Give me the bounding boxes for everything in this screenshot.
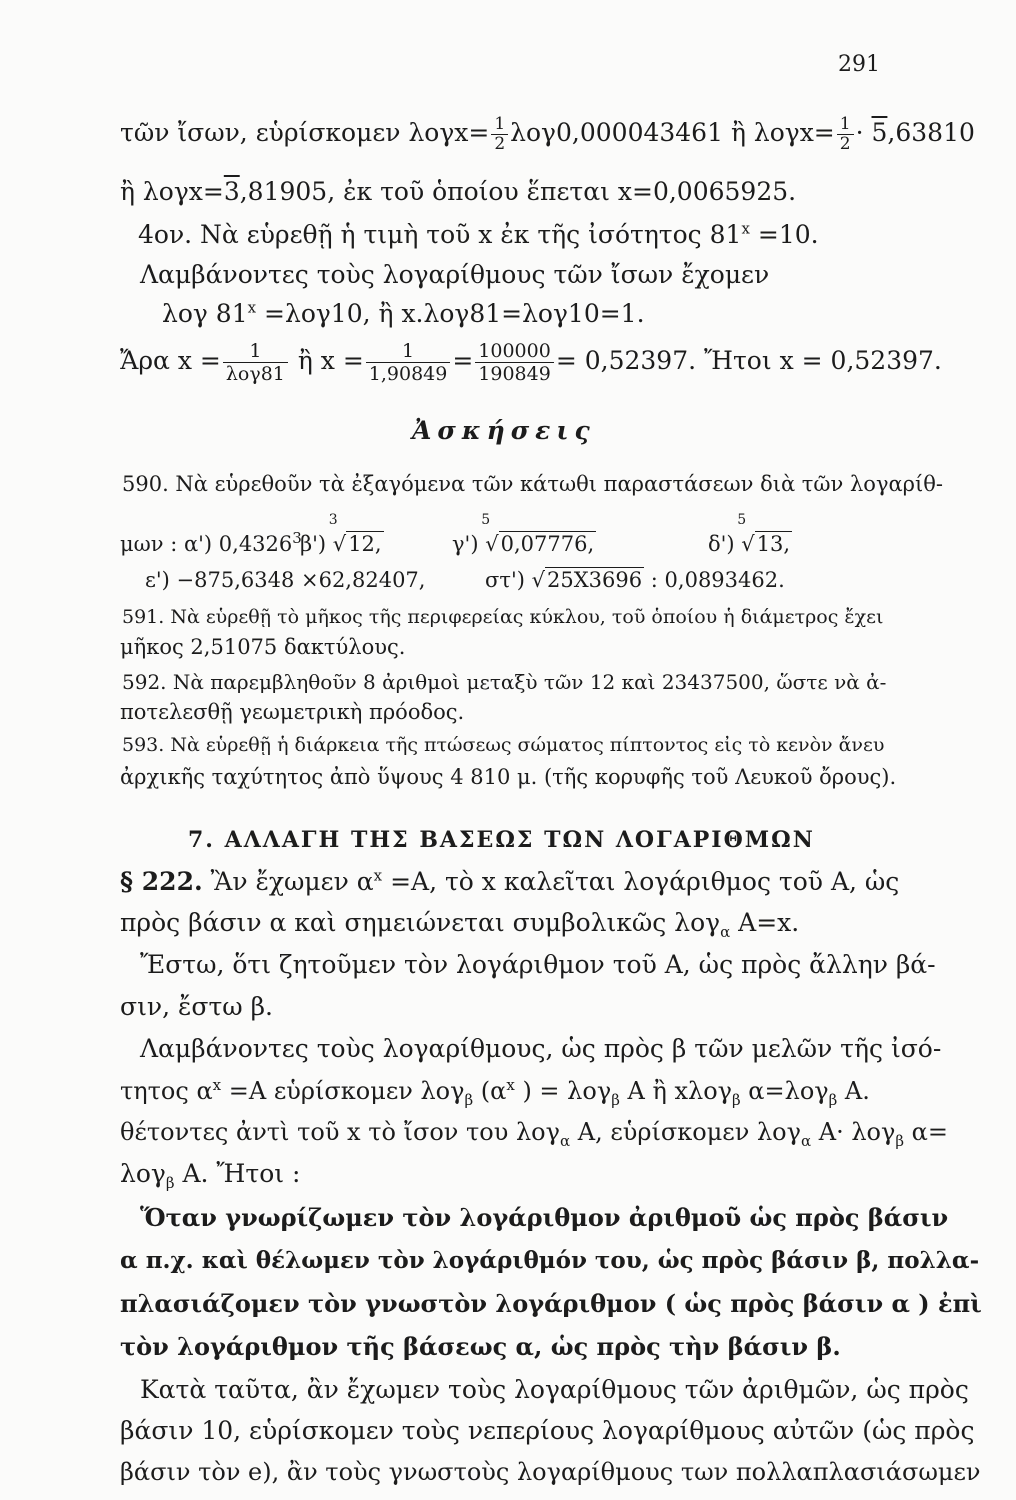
section-heading: 7. ΑΛΛΑΓΗ ΤΗΣ ΒΑΣΕΩΣ ΤΩΝ ΛΟΓΑΡΙΘΜΩΝ	[188, 827, 815, 853]
fraction: $\frac{1}{2}$	[491, 115, 508, 154]
rule-line-2: α π.χ. καὶ θέλωμεν τὸν λογάριθμόν του, ὡς πρὸς βάσιν β, πολλα-	[120, 1247, 980, 1274]
intro-text: τῶν ἴσων, εὑρίσκομεν λογx=	[120, 118, 490, 147]
rule-line-4: τὸν λογάριθμον τῆς βάσεως α, ὡς πρὸς τὴν βάσιν β.	[120, 1332, 841, 1361]
exercise-591-line-2: μῆκος 2,51075 δακτύλους.	[120, 635, 406, 659]
section-p6: τητος $\alpha^x =A$ εὑρίσκομεν λογ$_\beta$ ($\alpha^x$ ) = λογ$_\beta$ Α ἢ xλογ$_\beta$ α=λογ$_\beta$ Α.	[120, 1076, 870, 1109]
exercise-592-line-2: ποτελεσθῇ γεωμετρικὴ πρόοδος.	[120, 700, 465, 724]
fraction: $\frac{1}{1,90849}$	[366, 340, 451, 385]
exercise-590-gamma: γ') √ 5 0,07776,	[452, 512, 595, 556]
section-p2: πρὸς βάσιν α καὶ σημειώνεται συμβολικῶς λογ$_\alpha$ Α=x.	[120, 908, 800, 941]
exercise-590-delta: δ') √ 5 13,	[708, 512, 791, 556]
exercise-593-line-2: ἀρχικῆς ταχύτητος ἀπὸ ὕψους 4 810 μ. (τῆς κορυφῆς τοῦ Λευκοῦ ὄρους).	[120, 765, 897, 789]
section-p7: θέτοντες ἀντὶ τοῦ x τὸ ἴσον του λογ$_\alpha$ Α, εὑρίσκομεν λογ$_\alpha$ Α· λογ$_\beta$ α=	[120, 1118, 948, 1150]
intro-line-2: ἢ λογx=3,81905, ἐκ τοῦ ὁποίου ἕπεται x=0,0065925.	[120, 177, 797, 206]
fraction: $\frac{100000}{190849}$	[475, 340, 554, 385]
rule-line-1: Ὅταν γνωρίζωμεν τὸν λογάριθμον ἀριθμοῦ ὡς πρὸς βάσιν	[140, 1203, 949, 1232]
section-p9: Κατὰ ταῦτα, ἂν ἔχωμεν τοὺς λογαρίθμους τῶν ἀριθμῶν, ὡς πρὸς	[140, 1375, 969, 1404]
intro-line-5: λογ $81^x =\lambda o\gamma 10$, ἢ x.λογ81=λογ10=1.	[162, 298, 645, 328]
section-p3: Ἔστω, ὅτι ζητοῦμεν τὸν λογάριθμον τοῦ Α, ὡς πρὸς ἄλλην βά-	[140, 950, 936, 979]
exercise-592-line-1: 592. Νὰ παρεμβληθοῦν 8 ἀριθμοὶ μεταξὺ τῶν 12 καὶ 23437500, ὥστε νὰ ἀ-	[122, 670, 887, 694]
exercise-590-beta: β') √ 3 12,	[300, 512, 382, 556]
exercise-591-line-1: 591. Νὰ εὑρεθῇ τὸ μῆκος τῆς περιφερείας κύκλου, τοῦ ὁποίου ἡ διάμετρος ἔχει	[122, 606, 884, 628]
exercise-590-st: στ') √25X3696 : 0,0893462.	[485, 568, 785, 592]
section-p4: σιν, ἔστω β.	[120, 992, 274, 1021]
section-p10: βάσιν 10, εὑρίσκομεν τοὺς νεπερίους λογαρίθμους αὐτῶν (ὡς πρὸς	[120, 1416, 975, 1445]
intro-line-3: 4ον. Νὰ εὑρεθῇ ἡ τιμὴ τοῦ x ἐκ τῆς ἰσότητος $81^x =10$.	[138, 219, 819, 249]
intro-line-6: Ἄρα x = $\frac{1}{\text{λογ81}}$ ἢ x = $\frac{1}{1,90849}$ = $\frac{100000}{190849}$ = 0,52397. Ἤτοι x = 0,52397.	[120, 340, 942, 385]
page-number: 291	[838, 52, 880, 77]
exercise-590-line-2: μων : α') 0,4326$^3$ β') √ 3 12, γ') √ 5 0,07776, δ') √ 5 13,	[120, 512, 791, 556]
exercise-590-line-1: 590. Νὰ εὑρεθοῦν τὰ ἐξαγόμενα τῶν κάτωθι παραστάσεων διὰ τῶν λογαρίθ-	[122, 472, 943, 496]
intro-line-1: τῶν ἴσων, εὑρίσκομεν λογx= $\frac{1}{2}$ λογ0,000043461 ἢ λογx= $\frac{1}{2}$ · 5,63810	[120, 114, 975, 154]
intro-text: λογ0,000043461 ἢ λογx=	[510, 118, 835, 147]
intro-line-4: Λαμβάνοντες τοὺς λογαρίθμους τῶν ἴσων ἔχομεν	[140, 260, 770, 289]
rule-line-3: πλασιάζομεν τὸν γνωστὸν λογάριθμον ( ὡς πρὸς βάσιν α ) ἐπὶ	[120, 1289, 982, 1318]
fraction: $\frac{1}{2}$	[837, 115, 854, 154]
exercises-title: Ἀσκήσεις	[412, 416, 596, 445]
section-p8: λογ$_\beta$ Α. Ἤτοι :	[120, 1159, 301, 1192]
exercise-590-line-3: ε') −875,6348 ×62,82407, στ') √25X3696 : 0,0893462.	[145, 568, 785, 592]
section-p11: βάσιν τὸν e), ἂν τοὺς γνωστοὺς λογαρίθμους των πολλαπλασιάσωμεν	[120, 1458, 981, 1486]
section-p5: Λαμβάνοντες τοὺς λογαρίθμους, ὡς πρὸς β τῶν μελῶν τῆς ἰσό-	[140, 1034, 942, 1063]
exercise-593-line-1: 593. Νὰ εὑρεθῇ ἡ διάρκεια τῆς πτώσεως σώματος πίπτοντος εἰς τὸ κενὸν ἄνευ	[122, 734, 885, 756]
fraction: $\frac{1}{\text{λογ81}}$	[223, 340, 288, 385]
section-p1: § 222. Ἂν ἔχωμεν $\alpha^x =A$, τὸ x καλεῖται λογάριθμος τοῦ Α, ὡς	[120, 866, 900, 896]
